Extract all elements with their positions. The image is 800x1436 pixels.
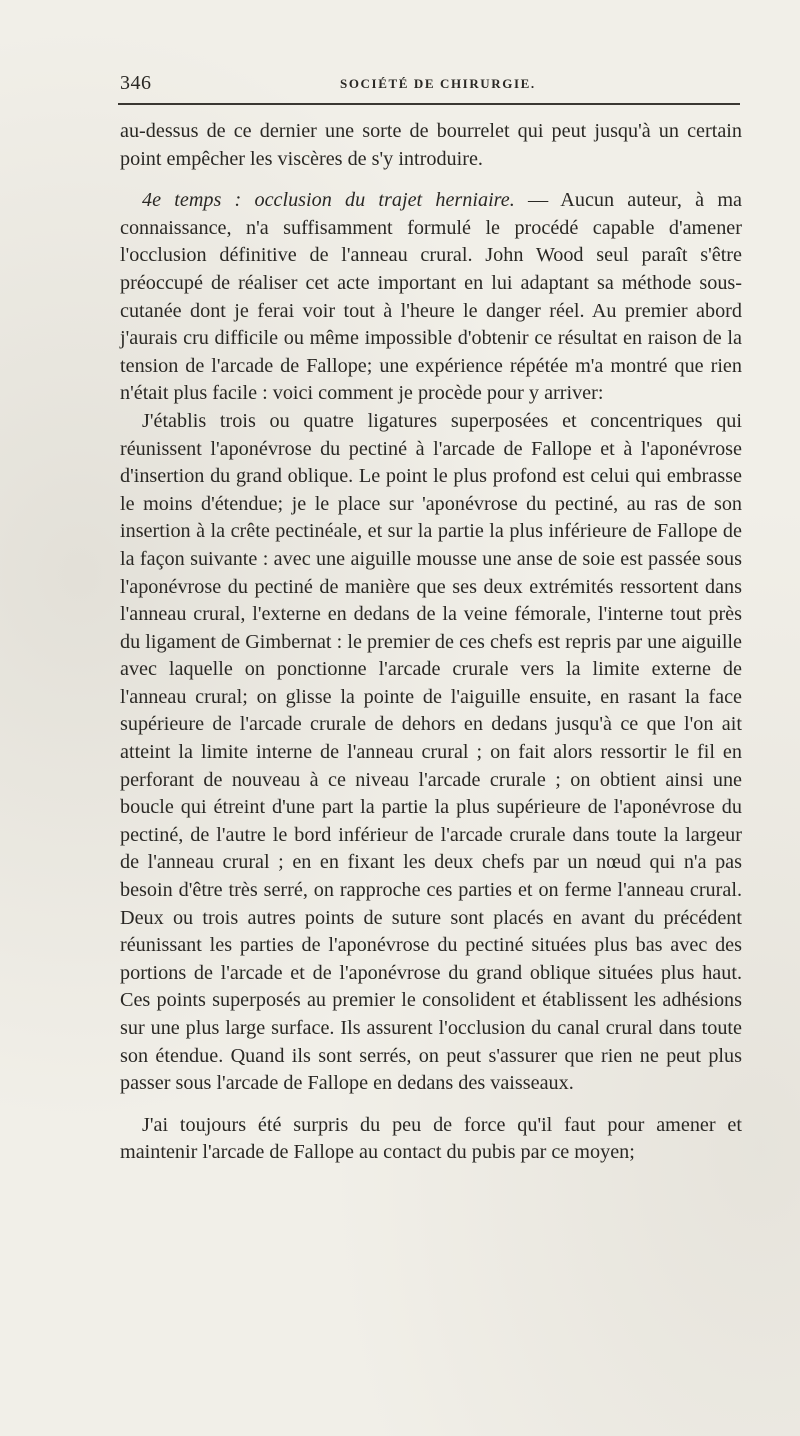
header-rule xyxy=(118,103,740,105)
paragraph-1: au-dessus de ce dernier une sorte de bourrelet qui peut jusqu'à un certain point empêcher les viscères de s'y introduire. xyxy=(120,120,742,170)
paragraph-4: J'ai toujours été surpris du peu de force qu'il faut pour amener et maintenir l'arcade de Fallope au contact du pubis par ce moyen; xyxy=(120,1113,742,1164)
page-header xyxy=(120,72,740,98)
section-heading: 4e temps : occlusion du trajet herniaire. xyxy=(142,189,515,212)
running-title: SOCIÉTÉ DE CHIRURGIE. xyxy=(340,76,536,91)
page-number: 346 xyxy=(120,72,152,94)
paragraph-3: J'établis trois ou quatre ligatures superposées et concentriques qui réunissent l'aponévrose du pectiné à l'arcade de Fallope et à l'aponévrose d'insertion du grand oblique. Le point le plus profond est celui qui embrasse le moins d'étendue; je le place sur 'aponévrose du pectiné, au ras de son insertion à la crête pectinéale, et sur la partie la plus inférieure de Fallope de la façon suivante : avec une aiguille mousse une anse de soie est passée sous l'aponévrose du pectiné de manière que ses deux extrémités ressortent dans l'anneau crural, l'externe en dedans de la veine fémorale, l'interne tout près du ligament de Gimbernat : le premier de ces chefs est repris par une aiguille avec laquelle on ponctionne l'arcade crurale vers la limite externe de l'anneau crural; on glisse la pointe de l'aiguille ensuite, en rasant la face supérieure de l'arcade crurale de dehors en dedans jusqu'à ce que l'on ait atteint la limite interne de l'anneau crural ; on fait alors ressortir le fil en perforant de nouveau à ce niveau l'arcade crurale ; on obtient ainsi une boucle qui étreint d'une part la partie la plus supérieure de l'aponévrose du pectiné, de l'autre le bord inférieur de l'arcade crurale dans toute la largeur de l'anneau crural ; en en fixant les deux chefs par un nœud qui n'a pas besoin d'être très serré, on rapproche ces parties et on ferme l'anneau crural. Deux ou trois autres points de suture sont placés en avant du précédent réunissant les parties de l'aponévrose du pectiné situées plus bas avec des portions de l'arcade et de l'aponévrose du grand oblique situées plus haut. Ces points superposés au premier le consolident et établissent les adhésions sur une plus large surface. Ils assurent l'occlusion du canal crural dans toute son étendue. Quand ils sont serrés, on peut s'assurer que rien ne peut plus passer sous l'arcade de Fallope en dedans des vaisseaux. xyxy=(120,409,742,1095)
paragraph-gap xyxy=(120,173,742,187)
paragraph-2-text: — Aucun auteur, à ma connaissance, n'a suffisamment formulé le procédé capable d'amener l'occlusion définitive de l'anneau crural. John Wood seul paraît s'être préoccupé de réaliser cet acte important en lui adaptant sa méthode sous-cutanée dont je ferai voir tout à l'heure le danger réel. Au premier abord j'aurais cru difficile ou même impossible d'obtenir ce résultat en raison de la tension de l'arcade de Fallope; une expérience répétée m'a montré que rien n'était plus facile : voici comment je procède pour y arriver: xyxy=(120,189,742,405)
paragraph-gap xyxy=(120,1098,742,1112)
paragraph-2 xyxy=(120,187,742,408)
body-text xyxy=(120,118,742,1167)
